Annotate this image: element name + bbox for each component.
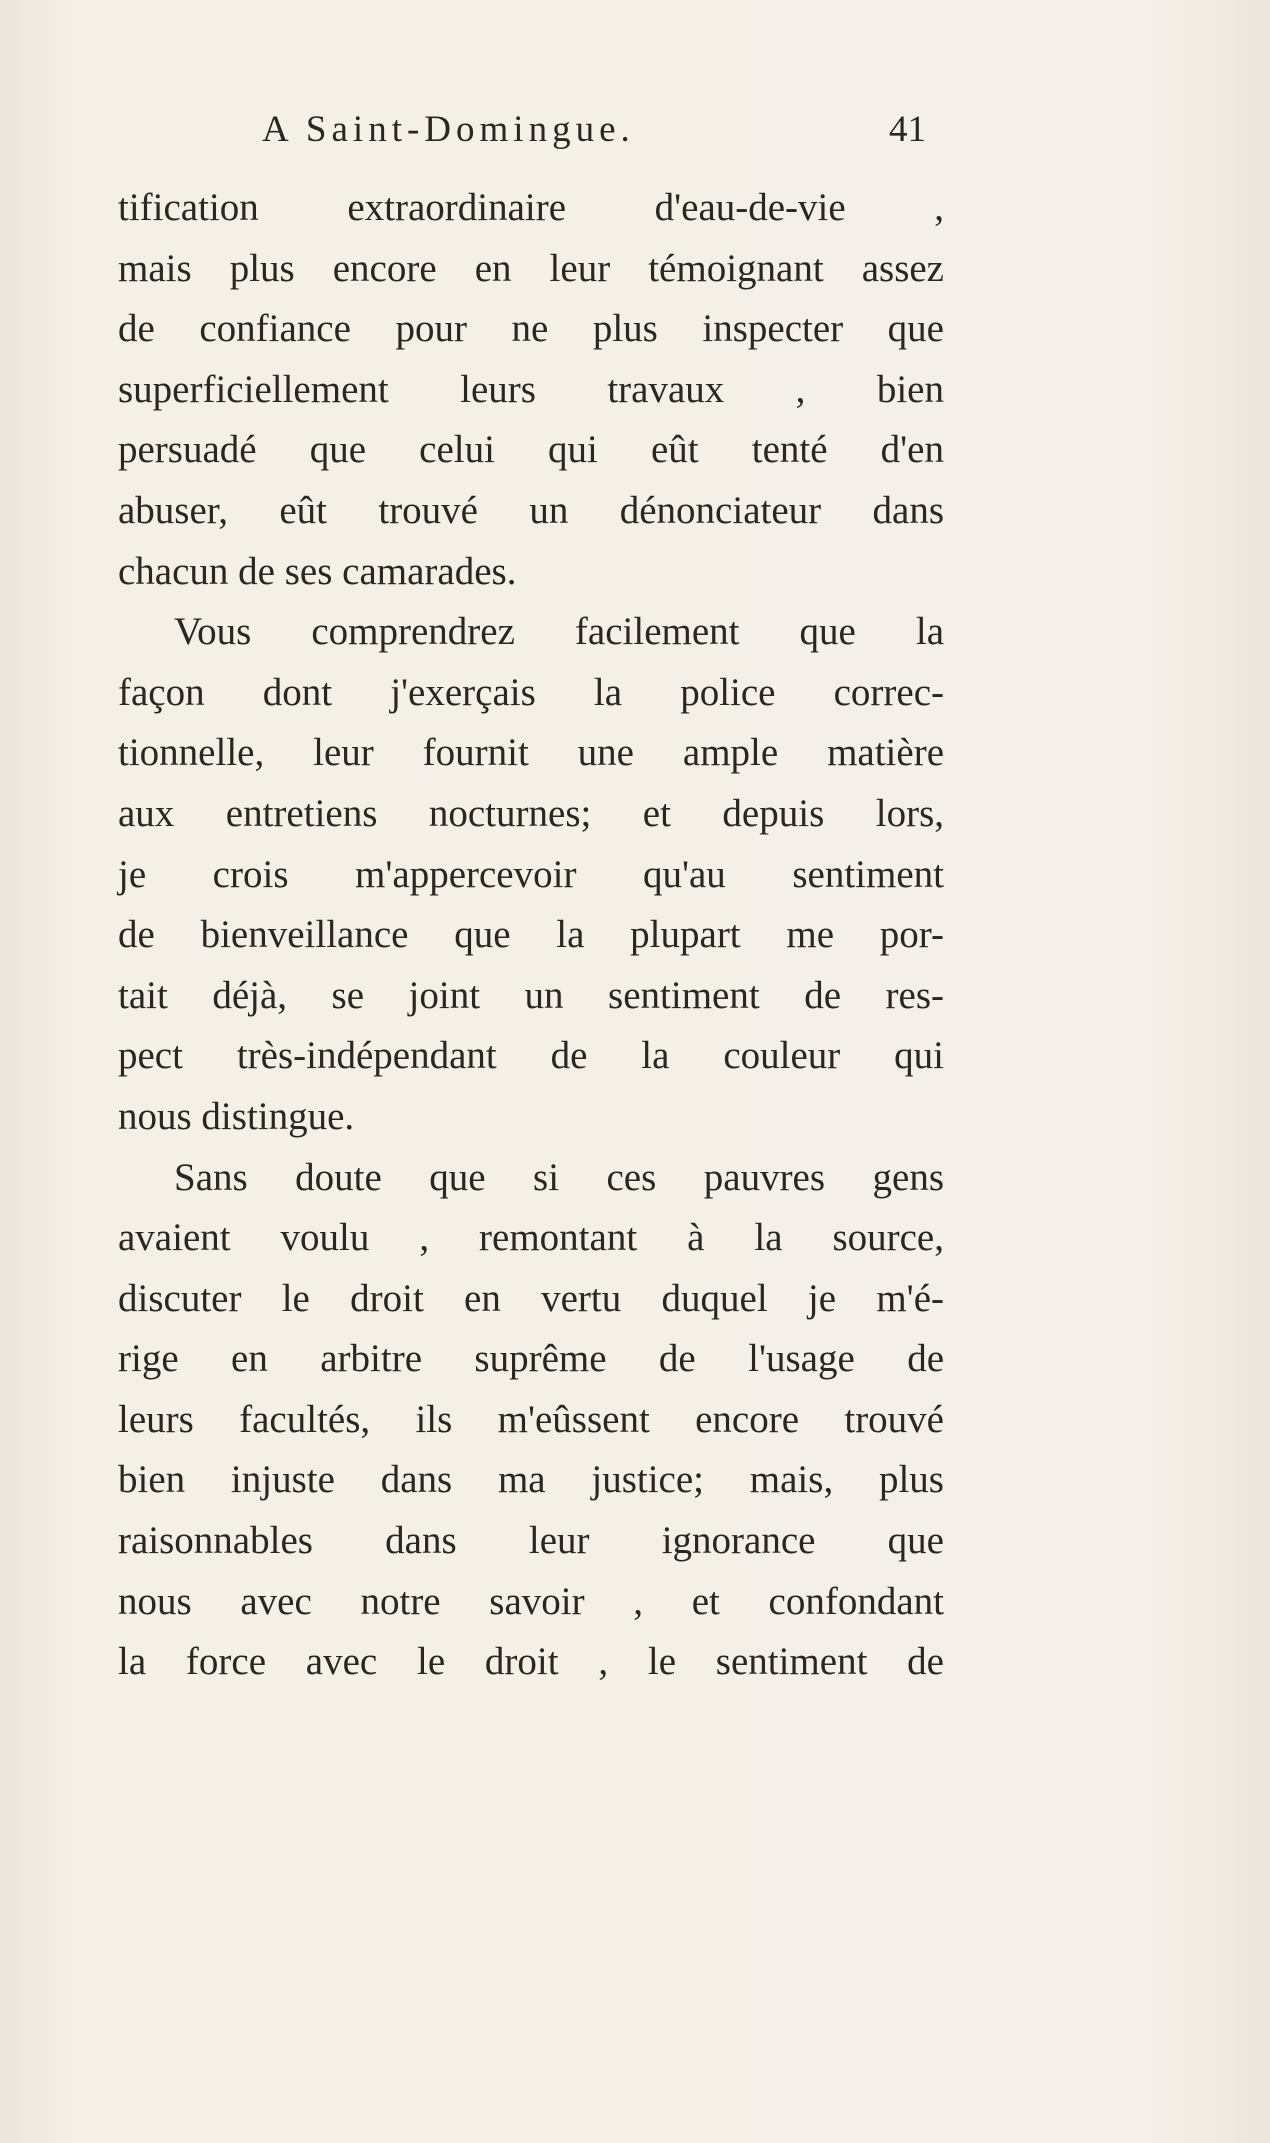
text-line: nous avec notre savoir , et confondant xyxy=(118,1579,944,1623)
text-line: abuser, eût trouvé un dénonciateur dans xyxy=(118,488,944,532)
text-line: de bienveillance que la plupart me por- xyxy=(118,913,944,957)
text-line: tionnelle, leur fournit une ample matière xyxy=(118,731,944,775)
text-line: avaient voulu , remontant à la source, xyxy=(118,1216,944,1260)
text-line: aux entretiens nocturnes; et depuis lors, xyxy=(118,791,944,835)
text-line: superficiellement leurs travaux , bien xyxy=(118,367,944,411)
text-line: bien injuste dans ma justice; mais, plus xyxy=(118,1458,944,1502)
text-line: Vous comprendrez facilement que la xyxy=(174,610,944,654)
running-header xyxy=(262,108,942,158)
text-line: mais plus encore en leur témoignant assez xyxy=(118,246,944,290)
text-line: tait déjà, se joint un sentiment de res- xyxy=(118,973,944,1017)
text-line: façon dont j'exerçais la police correc- xyxy=(118,670,944,714)
page-number: 41 xyxy=(889,109,926,150)
page-body-text xyxy=(118,178,944,1693)
text-line: je crois m'appercevoir qu'au sentiment xyxy=(118,852,944,896)
running-title: A Saint-Domingue. xyxy=(262,109,635,150)
text-line: de confiance pour ne plus inspecter que xyxy=(118,307,944,351)
text-line: discuter le droit en vertu duquel je m'é- xyxy=(118,1276,944,1320)
text-line: persuadé que celui qui eût tenté d'en xyxy=(118,428,944,472)
text-line: chacun de ses camarades. xyxy=(118,549,517,593)
text-line: raisonnables dans leur ignorance que xyxy=(118,1519,944,1563)
text-line: tification extraordinaire d'eau-de-vie , xyxy=(118,186,944,229)
text-line: pect très-indépendant de la couleur qui xyxy=(118,1034,944,1078)
text-line: Sans doute que si ces pauvres gens xyxy=(174,1155,944,1199)
text-line: rige en arbitre suprême de l'usage de xyxy=(118,1337,944,1381)
text-line: nous distingue. xyxy=(118,1094,355,1138)
text-line: leurs facultés, ils m'eûssent encore trouvé xyxy=(118,1397,944,1441)
text-line: la force avec le droit , le sentiment de xyxy=(118,1640,944,1684)
